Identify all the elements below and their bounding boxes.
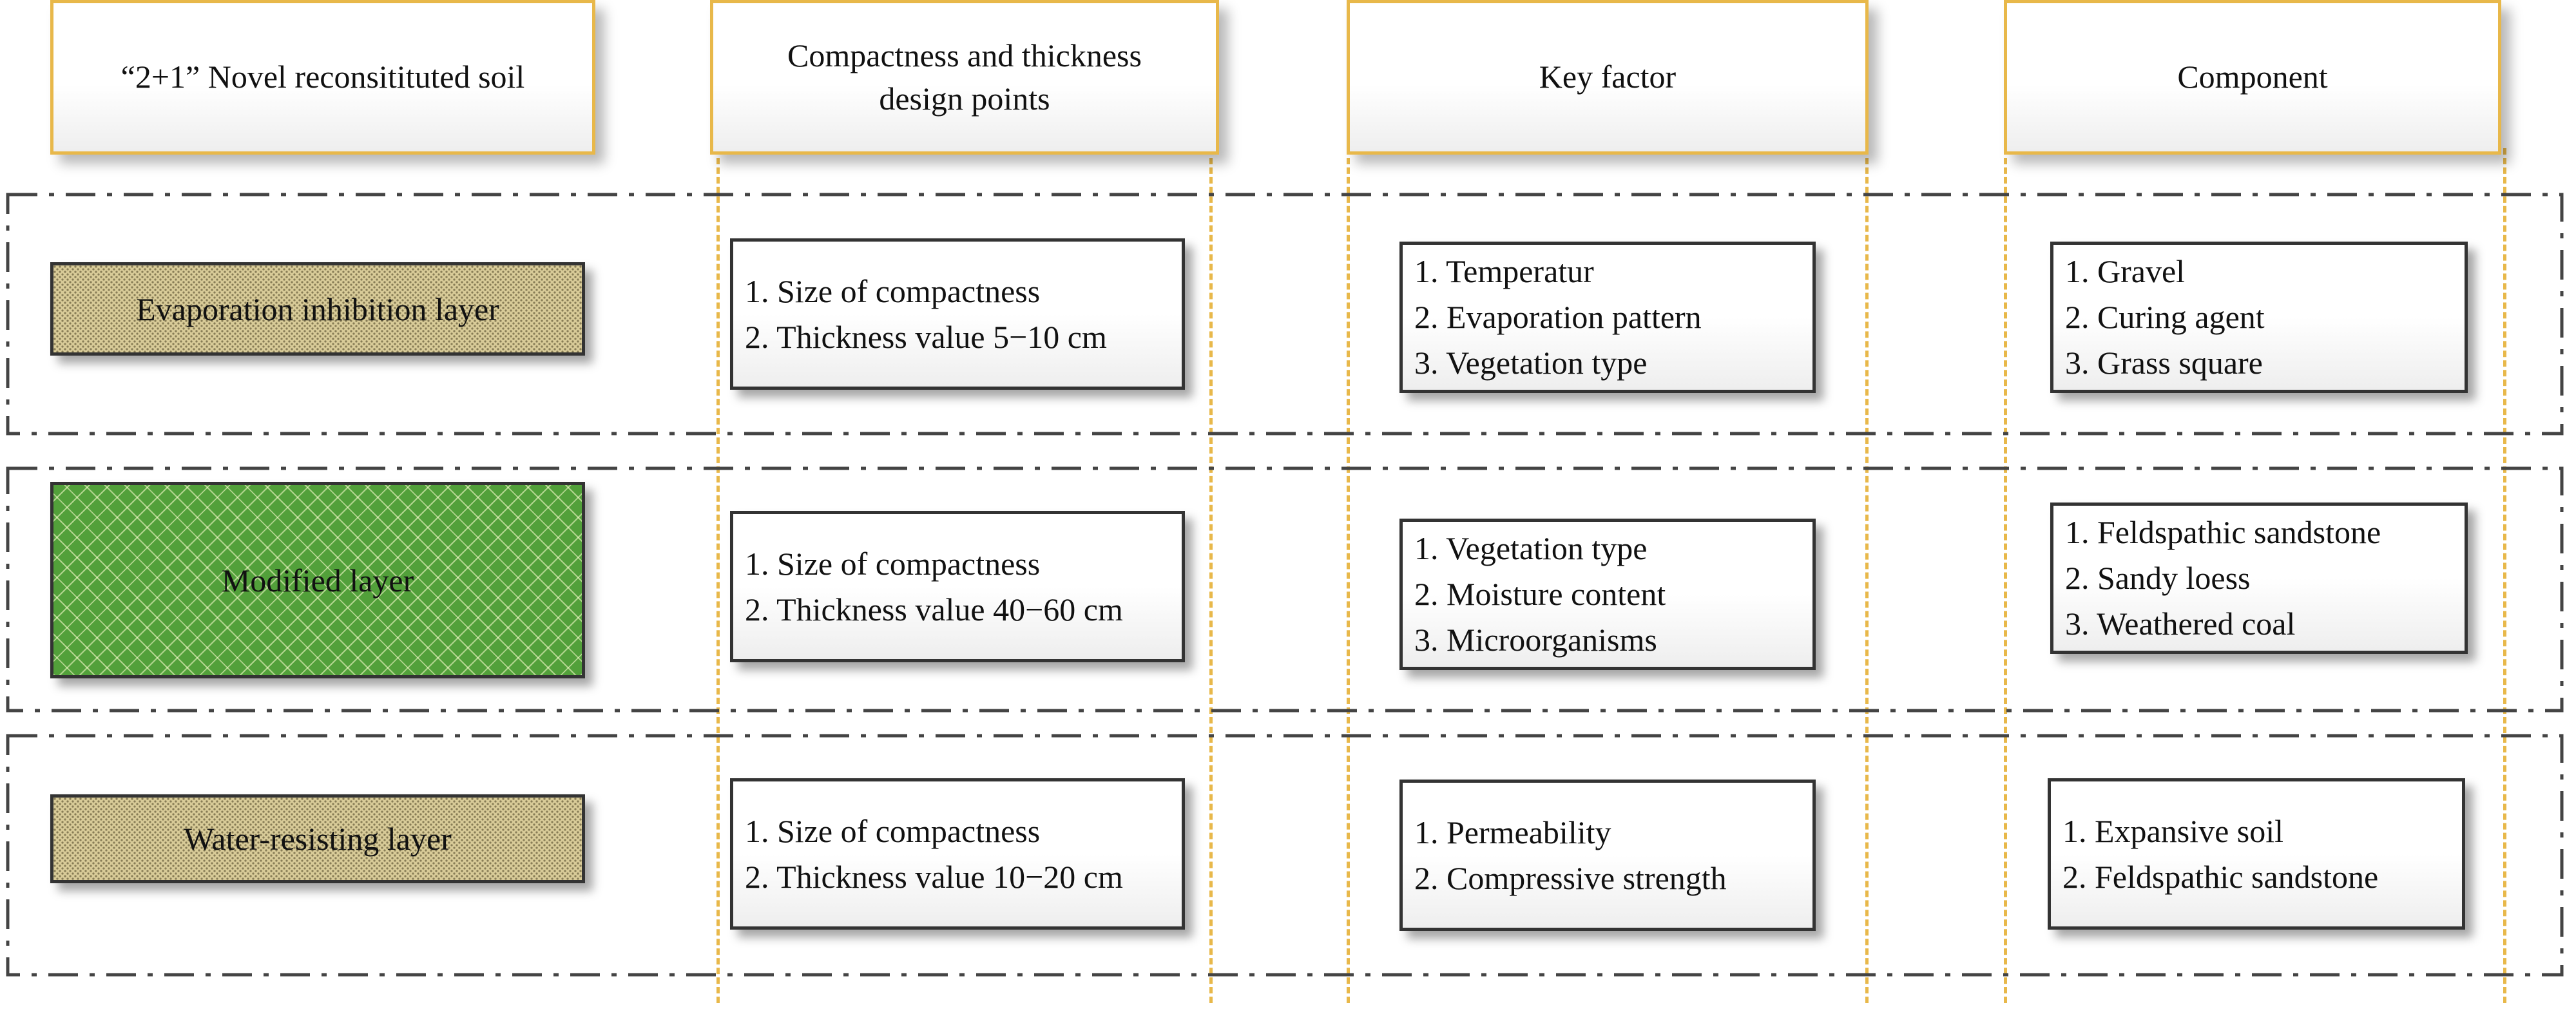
layer-modified	[50, 482, 585, 678]
design-item: 2. Thickness value 10−20 cm	[745, 858, 1123, 895]
factor-item: 2. Moisture content	[1414, 576, 1666, 612]
header-component	[2004, 0, 2501, 155]
component-item: 2. Sandy loess	[2065, 560, 2251, 596]
design-box-modified	[730, 511, 1185, 662]
component-item: 2. Curing agent	[2065, 299, 2265, 335]
factor-item: 1. Temperatur	[1414, 253, 1594, 289]
component-item: 1. Expansive soil	[2062, 812, 2284, 849]
component-box-water	[2048, 778, 2465, 930]
header-design-line1: Compactness and thickness	[787, 37, 1142, 73]
factor-box-evaporation	[1399, 242, 1816, 393]
factor-box-modified	[1399, 519, 1816, 670]
layer-water-resisting	[50, 794, 585, 883]
component-box-modified	[2050, 503, 2468, 654]
factor-item: 2. Compressive strength	[1414, 859, 1727, 896]
header-soil	[50, 0, 595, 155]
header-key-factor-label: Key factor	[1539, 59, 1677, 95]
design-box-evaporation	[730, 238, 1185, 390]
component-box-evaporation	[2050, 242, 2468, 393]
component-item: 1. Feldspathic sandstone	[2065, 514, 2381, 550]
component-item: 2. Feldspathic sandstone	[2062, 858, 2379, 895]
header-design	[710, 0, 1219, 155]
design-item: 2. Thickness value 40−60 cm	[745, 591, 1123, 627]
factor-item: 3. Vegetation type	[1414, 345, 1648, 381]
layer-evaporation-inhibition	[50, 262, 585, 356]
factor-item: 2. Evaporation pattern	[1414, 299, 1702, 335]
header-soil-label: “2+1” Novel reconsitituted soil	[120, 59, 525, 95]
design-item: 1. Size of compactness	[745, 545, 1041, 582]
factor-item: 1. Vegetation type	[1414, 530, 1648, 566]
layer-label: Water-resisting layer	[184, 821, 452, 857]
header-design-line2: design points	[879, 81, 1050, 117]
factor-box-water	[1399, 780, 1816, 931]
header-key-factor	[1347, 0, 1869, 155]
factor-item: 1. Permeability	[1414, 814, 1611, 850]
layer-label: Evaporation inhibition layer	[136, 291, 499, 327]
component-item: 3. Weathered coal	[2065, 606, 2296, 642]
header-component-label: Component	[2177, 59, 2328, 95]
component-item: 1. Gravel	[2065, 253, 2186, 289]
factor-item: 3. Microorganisms	[1414, 622, 1657, 658]
layer-label: Modified layer	[221, 562, 414, 598]
design-box-water	[730, 778, 1185, 930]
component-item: 3. Grass square	[2065, 345, 2263, 381]
design-item: 1. Size of compactness	[745, 812, 1041, 849]
design-item: 2. Thickness value 5−10 cm	[745, 318, 1107, 355]
design-item: 1. Size of compactness	[745, 273, 1041, 309]
